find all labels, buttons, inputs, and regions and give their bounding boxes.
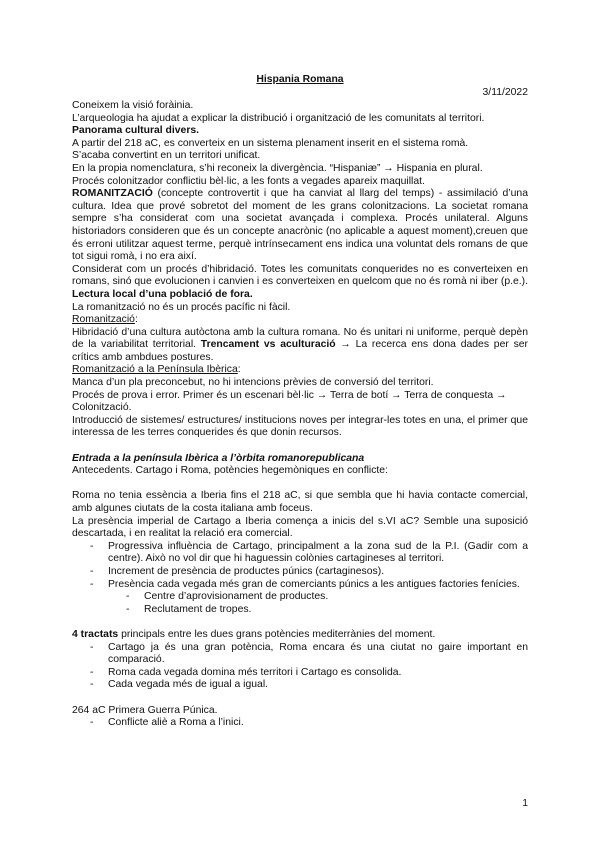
paragraph-text: Considerat com un procés d’hibridació. Totes les comunitats conquerides no es converteixen en romans, sinó que evolucionen i canvien i es converteixen en quelcom que no és romà ni iber (p.e.). xyxy=(72,263,528,288)
section-heading: Panorama cultural divers. xyxy=(72,125,200,137)
term-bold: Lectura local d’una població de fora. xyxy=(72,288,253,300)
paragraph xyxy=(72,264,528,302)
paragraph: 264 aC Primera Guerra Púnica. xyxy=(72,704,218,716)
section-heading xyxy=(72,314,528,327)
document-page xyxy=(72,74,528,730)
paragraph-text: Hibridació d’una cultura autòctona amb la cultura romana. No és unitari ni uniforme, perquè depèn de la variabilitat territorial. xyxy=(72,326,528,351)
paragraph: S’acaba convertint en un territori unificat. xyxy=(72,150,261,162)
paragraph: Coneixem la visió foràinia. xyxy=(72,100,194,111)
paragraph: En la propia nomenclatura, s’hi reconeix la divergència. “Hispaniæ” → Hispania en plural. xyxy=(72,162,483,174)
paragraph: Procés de prova i error. Primer és un escenari bèl·lic → Terra de botí → Terra de conquesta → Colonització. xyxy=(72,389,507,414)
heading-suffix: : xyxy=(134,314,138,326)
paragraph xyxy=(72,629,528,642)
term-bold: ROMANITZACIÓ xyxy=(72,188,153,200)
list-item: - Reclutament de tropes. xyxy=(72,604,528,617)
paragraph: La romanització no és un procés pacífic ni fàcil. xyxy=(72,301,291,313)
list-item: - Roma cada vegada domina més territori i Cartago es consolida. xyxy=(72,667,528,680)
heading-text: Romanització a la Península Ibèrica xyxy=(72,364,238,376)
paragraph xyxy=(72,327,528,365)
list-item: - Conflicte aliè a Roma a l’inici. xyxy=(72,717,528,730)
list-item: - Presència cada vegada més gran de comerciants púnics a les antigues factories fenícies. xyxy=(72,579,528,592)
document-date: 3/11/2022 xyxy=(482,87,528,98)
list-item: - Cada vegada més de igual a igual. xyxy=(72,679,528,692)
page-number: 1 xyxy=(522,798,528,809)
paragraph: Roma no tenia essència a Iberia fins el 218 aC, si que sembla que hi havia contacte comercial, amb algunes ciutats de la costa italiana amb foceus. xyxy=(72,490,528,514)
page-title: Hispania Romana xyxy=(256,74,344,85)
paragraph xyxy=(72,188,528,264)
paragraph: Introducció de sistemes/ estructures/ institucions noves per integrar-les totes en una, el primer que interessa de les terres conquerides és que donin recursos. xyxy=(72,414,528,439)
paragraph: A partir del 218 aC, es converteix en un sistema plenament inserit en el sistema romà. xyxy=(72,137,469,149)
list-item: - Increment de presència de productes púnics (cartaginesos). xyxy=(72,566,528,579)
sub-bullet-list xyxy=(72,591,528,616)
paragraph: Procés colonitzador conflictiu bèl·lic, a les fonts a vegades apareix maquillat. xyxy=(72,175,425,187)
paragraph: La presència imperial de Cartago a Iberia comença a inicis del s.VI aC? Semble una suposició descartada, i en realitat la relació era comercial. xyxy=(72,515,528,540)
term-bold: Trencament vs aculturació xyxy=(200,339,336,351)
list-item: - Centre d’aprovisionament de productes. xyxy=(72,591,528,604)
bullet-list xyxy=(72,642,528,692)
section-heading xyxy=(72,364,528,377)
term-bold: 4 tractats xyxy=(72,628,119,640)
paragraph: Manca d’un pla preconcebut, no hi intencions prèvies de conversió del territori. xyxy=(72,377,434,389)
heading-text: Romanització xyxy=(72,314,135,326)
heading-suffix: : xyxy=(237,364,241,376)
bullet-list xyxy=(72,541,528,591)
paragraph-text: principals entre les dues grans potències mediterrànies del moment. xyxy=(118,628,436,640)
bullet-list xyxy=(72,717,528,730)
paragraph-text: (concepte controvertit i que ha canviat al llarg del temps) - assimilació d’una cultura. Idea que prové sobretot del moment de les grans colonitzacions. La societat romana sempre s’ha considerat com una societat avançada i complexa. Procés unilateral. Alguns historiadors consideren que és un concepte anacrònic (no aplicable a aquest moment),creuen que és erroni utilitzar aquest terme, perquè intrínsecament ens indica una voluntat dels romans de que tot sigui romà, i no era així. xyxy=(72,188,528,263)
list-item: - Cartago ja és una gran potència, Roma encara és una ciutat no gaire important en comparació. xyxy=(72,642,528,667)
paragraph: L’arqueologia ha ajudat a explicar la distribució i organització de les comunitats al territori. xyxy=(72,112,485,124)
section-heading: Entrada a la península Ibèrica a l’òrbita romanorepublicana xyxy=(72,452,365,464)
paragraph-text: → La recerca ens dona dades per ser crítics amb ambdues postures. xyxy=(72,339,529,363)
list-item: - Progressiva influència de Cartago, principalment a la zona sud de la P.I. (Gadir com a centre). Això no vol dir que hi haguessin colònies cartagineses al territori. xyxy=(72,541,528,566)
paragraph: Antecedents. Cartago i Roma, potències hegemòniques en conflicte: xyxy=(72,465,388,477)
